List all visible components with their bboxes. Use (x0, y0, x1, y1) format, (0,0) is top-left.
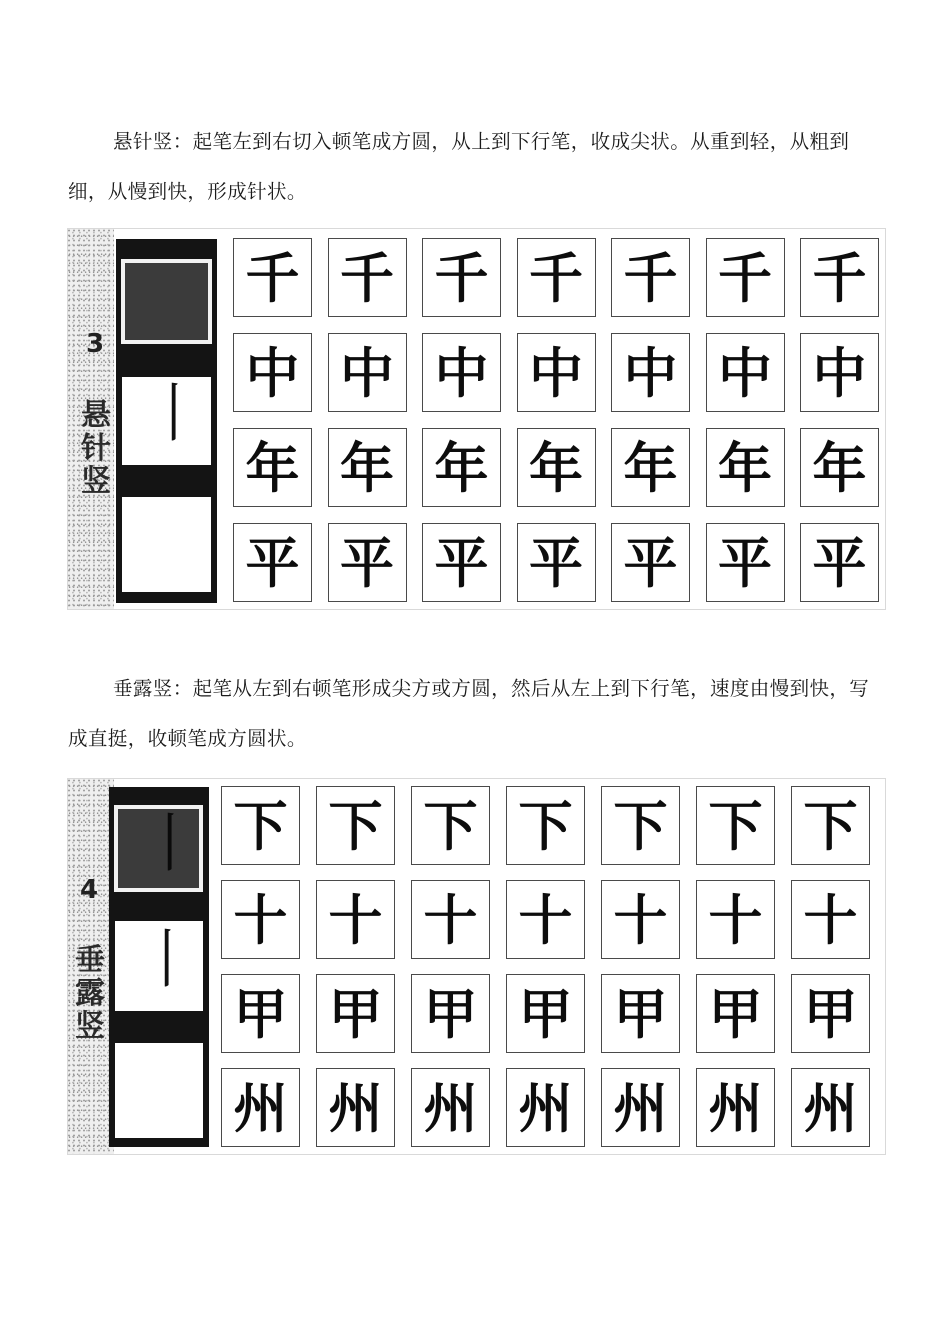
stroke-demo-light-box (115, 921, 203, 1011)
practice-character: 千 (623, 245, 678, 310)
practice-character: 平 (245, 530, 300, 595)
practice-cell (221, 974, 300, 1053)
practice-cell (706, 428, 785, 507)
stroke-demo-light-box (122, 377, 211, 465)
practice-character: 平 (812, 530, 867, 595)
practice-character: 千 (340, 245, 394, 310)
practice-cell (611, 523, 690, 602)
practice-cell (601, 1068, 680, 1147)
practice-cell (221, 880, 300, 959)
practice-cell (328, 428, 407, 507)
practice-character: 千 (245, 245, 300, 310)
lesson-number: 3 (86, 329, 105, 359)
practice-cell (611, 238, 690, 317)
practice-character: 十 (233, 887, 288, 952)
practice-cell (316, 786, 395, 865)
stroke-demo-dark-box (121, 259, 212, 344)
practice-character: 下 (233, 793, 288, 858)
practice-cell (791, 1068, 870, 1147)
practice-cell (696, 1068, 775, 1147)
practice-character: 州 (803, 1075, 858, 1140)
practice-cell (601, 786, 680, 865)
lesson-number: 4 (80, 875, 99, 905)
practice-cell (316, 880, 395, 959)
practice-character: 平 (718, 530, 772, 595)
stroke-name-label: 垂露竖 (75, 943, 105, 1044)
practice-character: 州 (518, 1075, 573, 1140)
practice-character: 州 (423, 1075, 478, 1140)
practice-character: 平 (529, 530, 583, 595)
practice-character: 年 (340, 435, 394, 500)
practice-character: 甲 (233, 981, 288, 1046)
practice-cell (791, 786, 870, 865)
practice-character: 千 (529, 245, 583, 310)
practice-cell (696, 974, 775, 1053)
practice-cell (328, 333, 407, 412)
practice-character: 平 (623, 530, 678, 595)
practice-panel-chuilushu (67, 778, 886, 1155)
practice-cell (422, 428, 501, 507)
practice-cell (316, 974, 395, 1053)
vertical-stroke-glyph: 丨 (139, 923, 195, 998)
paragraph-xuanzhenshu: 悬针竖：起笔左到右切入顿笔成方圆，从上到下行笔，收成尖状。从重到轻，从粗到细，从慢到快，形成针状。 (68, 130, 850, 203)
practice-cell (791, 880, 870, 959)
practice-cell (517, 238, 596, 317)
practice-cell (800, 238, 879, 317)
practice-cell (233, 523, 312, 602)
practice-character: 千 (812, 245, 867, 310)
practice-character: 中 (434, 340, 489, 405)
practice-cell (422, 333, 501, 412)
practice-cell (800, 523, 879, 602)
practice-character: 甲 (708, 981, 763, 1046)
practice-cell (517, 428, 596, 507)
practice-character: 下 (328, 793, 383, 858)
practice-cell (328, 238, 407, 317)
stroke-demo-strip (109, 787, 209, 1147)
practice-character: 十 (423, 887, 478, 952)
practice-character: 年 (529, 435, 583, 500)
practice-character: 下 (423, 793, 478, 858)
stroke-demo-blank-box (122, 497, 211, 592)
practice-character: 甲 (423, 981, 478, 1046)
practice-character: 十 (518, 887, 573, 952)
practice-cell (233, 428, 312, 507)
practice-cell (800, 333, 879, 412)
practice-character: 中 (623, 340, 678, 405)
practice-cell (233, 238, 312, 317)
practice-cell (506, 1068, 585, 1147)
practice-character: 州 (613, 1075, 668, 1140)
practice-character: 下 (518, 793, 573, 858)
practice-character: 十 (803, 887, 858, 952)
practice-cell (601, 880, 680, 959)
practice-character: 甲 (613, 981, 668, 1046)
practice-character: 甲 (803, 981, 858, 1046)
practice-character: 中 (529, 340, 583, 405)
practice-character: 年 (245, 435, 300, 500)
practice-cell (411, 974, 490, 1053)
practice-cell (221, 1068, 300, 1147)
stroke-name-label: 悬针竖 (81, 398, 111, 499)
practice-panel-xuanzhenshu (67, 228, 886, 610)
practice-character: 甲 (328, 981, 383, 1046)
practice-cell (506, 880, 585, 959)
practice-character: 州 (233, 1075, 288, 1140)
vertical-stroke-glyph: 丨 (146, 377, 202, 452)
practice-cell (411, 1068, 490, 1147)
practice-character: 十 (328, 887, 383, 952)
practice-cell (422, 238, 501, 317)
practice-character: 年 (812, 435, 867, 500)
practice-character: 平 (434, 530, 489, 595)
practice-character: 千 (434, 245, 489, 310)
practice-character: 州 (328, 1075, 383, 1140)
practice-cell (411, 880, 490, 959)
practice-cell (696, 880, 775, 959)
practice-cell (506, 786, 585, 865)
practice-cell (791, 974, 870, 1053)
paragraph-chuilushu: 垂露竖：起笔从左到右顿笔形成尖方或方圆，然后从左上到下行笔，速度由慢到快，写成直挺，收顿笔成方圆状。 (68, 677, 870, 750)
practice-cell (706, 333, 785, 412)
practice-cell (233, 333, 312, 412)
practice-character: 中 (340, 340, 394, 405)
practice-character: 年 (718, 435, 772, 500)
practice-cell (422, 523, 501, 602)
practice-character: 年 (623, 435, 678, 500)
practice-character: 年 (434, 435, 489, 500)
practice-cell (517, 523, 596, 602)
practice-character: 千 (718, 245, 772, 310)
practice-cell (611, 428, 690, 507)
practice-character: 十 (708, 887, 763, 952)
practice-character: 下 (613, 793, 668, 858)
stroke-demo-strip (116, 239, 217, 603)
practice-cell (601, 974, 680, 1053)
practice-cell (706, 238, 785, 317)
practice-cell (411, 786, 490, 865)
practice-cell (800, 428, 879, 507)
practice-character: 中 (245, 340, 300, 405)
practice-cell (696, 786, 775, 865)
practice-cell (706, 523, 785, 602)
practice-character: 中 (718, 340, 772, 405)
practice-character: 下 (803, 793, 858, 858)
practice-character: 十 (613, 887, 668, 952)
stroke-demo-dark-box (114, 805, 203, 892)
practice-cell (328, 523, 407, 602)
practice-character: 州 (708, 1075, 763, 1140)
vertical-stroke-glyph: 丨 (142, 807, 198, 882)
practice-cell (316, 1068, 395, 1147)
practice-character: 平 (340, 530, 394, 595)
practice-cell (517, 333, 596, 412)
practice-character: 中 (812, 340, 867, 405)
practice-character: 甲 (518, 981, 573, 1046)
practice-cell (611, 333, 690, 412)
practice-cell (221, 786, 300, 865)
stroke-demo-blank-box (115, 1043, 203, 1138)
practice-cell (506, 974, 585, 1053)
practice-character: 下 (708, 793, 763, 858)
